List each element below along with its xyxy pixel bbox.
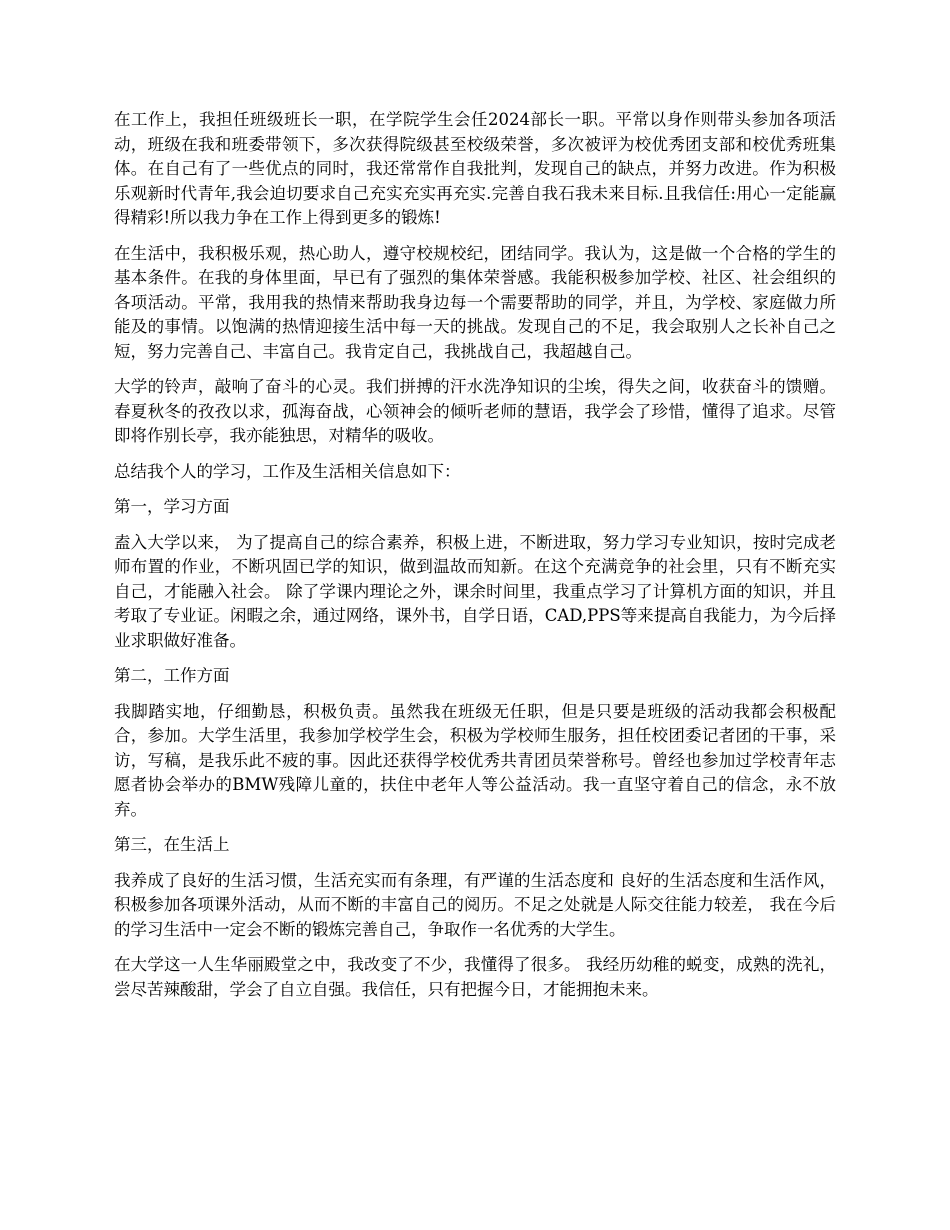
section-heading-work: 第二，工作方面 [114,666,230,685]
paragraph-conclusion: 在大学这一人生华丽殿堂之中，我改变了不少，我懂得了很多。 我经历幼稚的蜕变，成熟的洗礼，尝尽苦辣酸甜，学会了自立自强。我信任，只有把握今日，才能拥抱未来。 [114,955,836,999]
paragraph-study: 盍入大学以来， 为了提高自己的综合素养，积极上进，不断进取，努力学习专业知识，按时完成老师布置的作业，不断巩固已学的知识，做到温故而知新。在这个充满竞争的社会里，只有不断充实自己，才能融入社会。 除了学课内理论之外，课余时间里，我重点学习了计算机方面的知识，并且考取了专业证。闲暇之余，通过网络，课外书，自学日语，CAD,PPS等来提高自我能力，为今后择业求职做好准备。 [114,532,836,650]
paragraph-university-reflection: 大学的铃声，敲响了奋斗的心灵。我们拼搏的汗水洗净知识的尘埃，得失之间，收获奋斗的馈赠。春夏秋冬的孜孜以求，孤海奋战，心领神会的倾听老师的慧语，我学会了珍惜，懂得了追求。尽管即将作别长亭，我亦能独思，对精华的吸收。 [114,377,836,445]
section-heading-life: 第三，在生活上 [114,835,230,854]
paragraph-work: 我脚踏实地，仔细勤恳，积极负责。虽然我在班级无任职，但是只要是班级的活动我都会积极配合，参加。大学生活里，我参加学校学生会，积极为学校师生服务，担任校团委记者团的干事，采访，写稿，是我乐此不疲的事。因此还获得学校优秀共青团员荣誉称号。曾经也参加过学校青年志愿者协会举办的BMW残障儿童的，扶住中老年人等公益活动。我一直坚守着自己的信念，永不放弃。 [114,701,836,819]
document-body [114,108,836,1013]
paragraph-life-attitude: 在生活中，我积极乐观，热心助人，遵守校规校纪，团结同学。我认为，这是做一个合格的学生的基本条件。在我的身体里面，早已有了强烈的集体荣誉感。我能积极参加学校、社区、社会组织的各项活动。平常，我用我的热情来帮助我身边每一个需要帮助的同学，并且，为学校、家庭做力所能及的事情。以饱满的热情迎接生活中每一天的挑战。发现自己的不足，我会取别人之长补自己之短，努力完善自己、丰富自己。我肯定自己，我挑战自己，我超越自己。 [114,243,836,361]
section-heading-study: 第一，学习方面 [114,497,230,516]
paragraph-life: 我养成了良好的生活习惯，生活充实而有条理，有严谨的生活态度和 良好的生活态度和生活作风，积极参加各项课外活动，从而不断的丰富自己的阅历。不足之处就是人际交往能力较差， 我在今后的学习生活中一定会不断的锻炼完善自己，争取作一名优秀的大学生。 [114,870,836,939]
paragraph-work-duties: 在工作上，我担任班级班长一职，在学院学生会任2024部长一职。平常以身作则带头参加各项活动，班级在我和班委带领下，多次获得院级甚至校级荣誉，多次被评为校优秀团支部和校优秀班集体。在自己有了一些优点的同时，我还常常作自我批判，发现自己的缺点，并努力改进。作为积极乐观新时代青年,我会迫切要求自己充实充实再充实.完善自我石我未来目标.且我信任:用心一定能赢得精彩!所以我力争在工作上得到更多的锻炼! [114,110,836,227]
paragraph-summary-intro: 总结我个人的学习，工作及生活相关信息如下： [114,461,461,481]
